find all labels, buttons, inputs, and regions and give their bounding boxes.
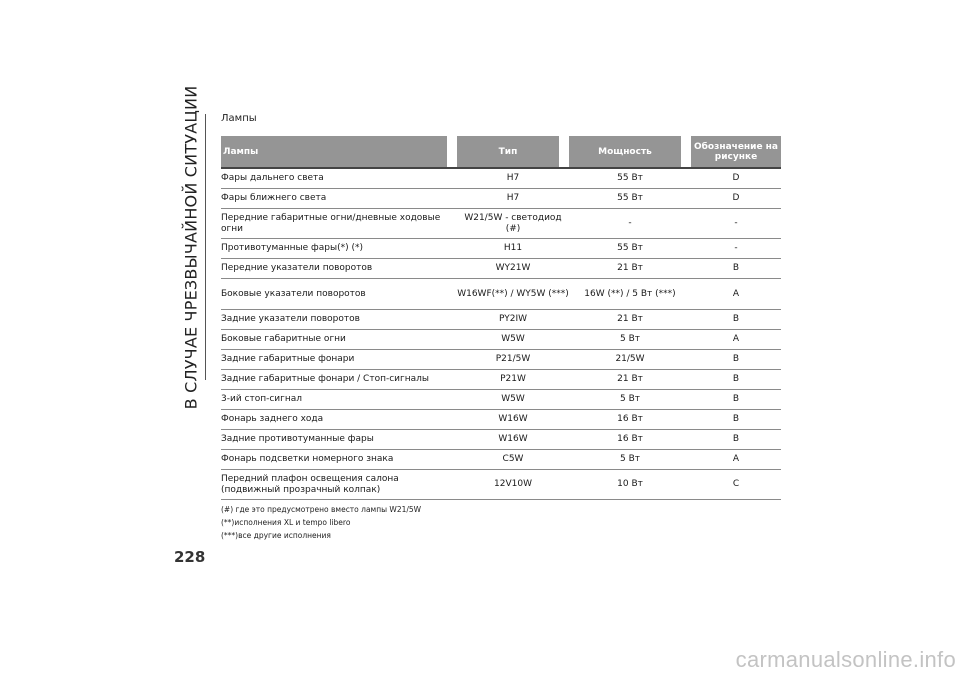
lamp-type-cell: WY21W: [495, 263, 531, 273]
figure-mark-cell: B: [732, 374, 740, 384]
figure-mark-cell: B: [732, 414, 740, 424]
lamp-name-cell: Задние габаритные фонари / Стоп-сигналы: [221, 374, 430, 384]
lamp-power-cell: 55 Вт: [617, 173, 643, 183]
lamp-type-cell: P21W: [500, 374, 526, 384]
chapter-divider: [205, 114, 206, 380]
table-row: [221, 209, 781, 239]
lamp-power-cell: 10 Вт: [617, 479, 643, 489]
figure-mark-cell: B: [732, 394, 740, 404]
lamp-power-cell: 21 Вт: [617, 263, 643, 273]
lamp-type-cell: W16WF(**) / WY5W (***): [457, 288, 569, 299]
lamp-name-cell: Задние габаритные фонари: [221, 354, 355, 364]
table-row: [221, 370, 781, 390]
lamp-name-cell: Фары дальнего света: [221, 173, 324, 183]
lamp-type-cell: W5W: [501, 334, 525, 344]
table-row: [221, 330, 781, 350]
table-row: [221, 239, 781, 259]
lamp-name-cell: Боковые габаритные огни: [221, 334, 346, 344]
lamp-power-cell: 16 Вт: [617, 434, 643, 444]
lamp-name-cell: Задние указатели поворотов: [221, 314, 360, 324]
figure-mark-cell: B: [732, 314, 740, 324]
header-figure-mark: Обозначение на рисунке: [691, 136, 781, 167]
figure-mark-cell: D: [732, 193, 740, 203]
lamp-power-cell: 5 Вт: [619, 334, 640, 344]
lamp-type-cell: C5W: [502, 454, 524, 464]
figure-mark-cell: A: [732, 288, 740, 299]
figure-mark-cell: A: [732, 454, 740, 464]
watermark: carmanualsonline.info: [735, 647, 956, 672]
page-number: 228: [174, 548, 206, 566]
footnote: (***)все другие исполнения: [221, 531, 331, 540]
lamp-power-cell: 21 Вт: [617, 314, 643, 324]
table-row: [221, 169, 781, 189]
lamp-power-cell: 16 Вт: [617, 414, 643, 424]
figure-mark-cell: C: [732, 479, 740, 489]
table-row: [221, 189, 781, 209]
lamp-name-cell: Задние противотуманные фары: [221, 434, 374, 444]
figure-mark-cell: -: [734, 218, 738, 228]
footnote: (#) где это предусмотрено вместо лампы W21/5W: [221, 505, 422, 514]
figure-mark-cell: B: [732, 263, 740, 273]
lamp-type-cell: PY2IW: [498, 314, 527, 324]
lamp-power-cell: 55 Вт: [617, 243, 643, 253]
lamp-name-cell: Фонарь подсветки номерного знака: [221, 454, 394, 464]
footnotes: [221, 503, 421, 542]
lamp-power-cell: 5 Вт: [619, 454, 640, 464]
figure-mark-cell: B: [732, 354, 740, 364]
lamp-type-cell: H7: [506, 193, 520, 203]
section-title: Лампы: [221, 113, 257, 124]
lamp-type-cell: P21/5W: [495, 354, 531, 364]
table-row: [221, 410, 781, 430]
table-row: [221, 450, 781, 470]
lamp-type-cell: H7: [506, 173, 520, 183]
lamp-type-cell: 12V10W: [494, 479, 532, 489]
table-row: [221, 350, 781, 370]
lamp-type-cell: H11: [503, 243, 523, 253]
lamp-type-cell: W16W: [498, 434, 528, 444]
table-row: [221, 259, 781, 279]
figure-mark-cell: B: [732, 434, 740, 444]
lamp-type-cell: W21/5W - светодиод (#): [464, 212, 562, 234]
lamp-type-cell: W5W: [501, 394, 525, 404]
chapter-title: [178, 85, 204, 409]
lamp-name-cell: Передний плафон освещения салона (подвижный прозрачный колпак): [221, 473, 399, 495]
lamp-power-cell: 16W (**) / 5 Вт (***): [584, 288, 676, 299]
lamp-power-cell: -: [628, 218, 632, 228]
figure-mark-cell: -: [734, 243, 738, 253]
lamp-name-cell: Боковые указатели поворотов: [221, 288, 366, 299]
footnote: (**)исполнения XL и tempo libero: [221, 518, 351, 527]
lamp-name-cell: Фары ближнего света: [221, 193, 327, 203]
lamp-name-cell: Передние габаритные огни/дневные ходовые огни: [221, 212, 441, 234]
lamp-power-cell: 55 Вт: [617, 193, 643, 203]
header-type: Тип: [457, 136, 559, 167]
table-header: [221, 136, 781, 167]
lamp-name-cell: 3-ий стоп-сигнал: [221, 394, 303, 404]
lamp-type-cell: W16W: [498, 414, 528, 424]
lamp-name-cell: Противотуманные фары(*) (*): [221, 243, 363, 253]
chapter-title-text: В СЛУЧАЕ ЧРЕЗВЫЧАЙНОЙ СИТУАЦИИ: [181, 85, 201, 409]
table-row: [221, 390, 781, 410]
header-lamps: Лампы: [221, 136, 447, 167]
figure-mark-cell: D: [732, 173, 740, 183]
lamp-name-cell: Передние указатели поворотов: [221, 263, 373, 273]
table-row: [221, 279, 781, 310]
lamp-power-cell: 5 Вт: [619, 394, 640, 404]
table-body: [221, 169, 781, 500]
lamp-name-cell: Фонарь заднего хода: [221, 414, 324, 424]
figure-mark-cell: A: [732, 334, 740, 344]
header-power: Мощность: [569, 136, 681, 167]
table-row: [221, 430, 781, 450]
table-row: [221, 470, 781, 500]
lamps-table: [221, 136, 781, 500]
table-row: [221, 310, 781, 330]
lamp-power-cell: 21 Вт: [617, 374, 643, 384]
lamp-power-cell: 21/5W: [615, 354, 645, 364]
